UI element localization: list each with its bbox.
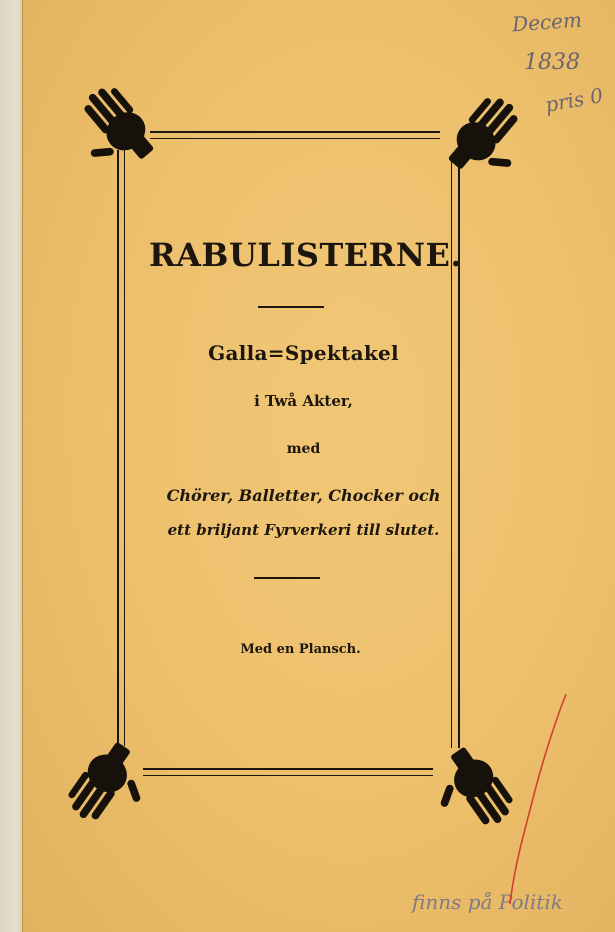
handwritten-note: finns på Politik xyxy=(412,890,563,914)
acts-line: i Twå Akter, xyxy=(254,392,353,410)
title-divider xyxy=(258,306,324,308)
hand-top-right-icon xyxy=(436,80,532,176)
features-line-1: Chörer, Balletter, Chocker och xyxy=(166,486,441,505)
handwritten-year: 1838 xyxy=(524,50,580,75)
frame-bottom-outer-rule xyxy=(143,768,433,770)
handwritten-month: Decem xyxy=(511,7,583,37)
page-title: RABULISTERNE. xyxy=(148,236,463,274)
subtitle: Galla=Spektakel xyxy=(208,341,399,365)
features-line-2: ett briljant Fyrverkeri till slutet. xyxy=(167,521,440,539)
frame-top-outer-rule xyxy=(150,131,440,133)
features-divider xyxy=(254,577,320,579)
with-line: med xyxy=(286,441,321,457)
frame-bottom-inner-rule xyxy=(143,775,433,776)
handwritten-price: pris 0 xyxy=(543,83,605,117)
frame-top-inner-rule xyxy=(150,138,440,139)
hand-top-left-icon xyxy=(70,70,166,166)
hand-bottom-left-icon xyxy=(55,740,151,836)
plate-note: Med en Plansch. xyxy=(240,642,361,657)
red-pencil-mark xyxy=(500,690,580,910)
